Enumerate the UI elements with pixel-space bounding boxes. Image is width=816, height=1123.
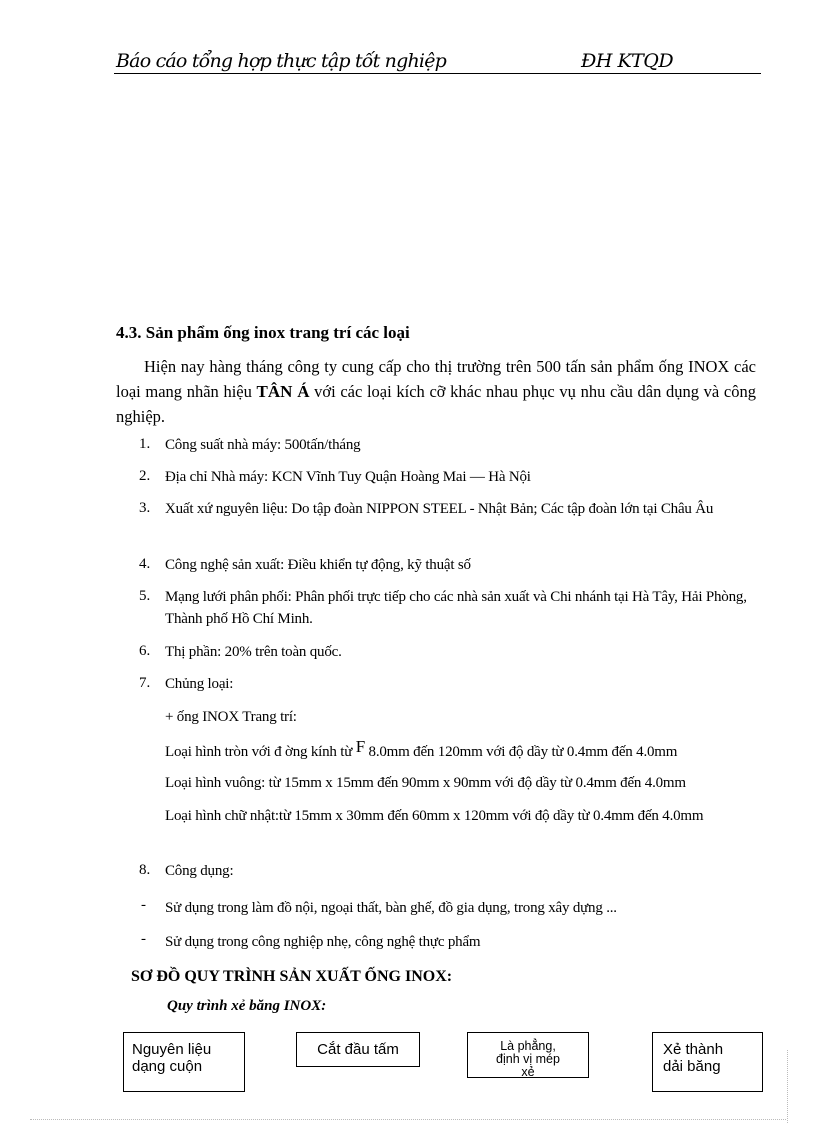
header-rule: [114, 73, 761, 74]
section-heading: 4.3. Sản phẩm ống inox trang trí các loại: [116, 323, 410, 342]
list-item-address: Địa chỉ Nhà máy: KCN Vĩnh Tuy Quận Hoàng Mai — Hà Nội: [165, 469, 531, 485]
spec-rectangle: Loại hình chữ nhật:từ 15mm x 30mm đến 60mm x 120mm với độ dầy từ 0.4mm đến 4.0mm: [165, 808, 704, 824]
list-number: 6.: [139, 643, 151, 659]
list-item-distribution: Mạng lưới phân phối: Phân phối trực tiếp cho các nhà sản xuất và Chi nhánh tại Hà Tây, Hải Phòng, Thành phố Hồ Chí Minh.: [165, 589, 747, 627]
process-box-label: xẻ: [521, 1065, 535, 1079]
process-box-label: Cắt đầu tấm: [317, 1041, 399, 1058]
header-school: ĐH KTQD: [581, 50, 674, 72]
process-box-label: định vị mép: [496, 1052, 560, 1066]
spec-round-end: 8.0mm đến 120mm với độ dầy từ 0.4mm đến 4.0mm: [364, 744, 678, 760]
process-box-cut-head: [296, 1032, 420, 1067]
process-box-slit: [652, 1032, 763, 1092]
intro-text-end: với các loại kích cỡ khác nhau phục vụ nhu cầu dân dụng và công nghiệp.: [116, 382, 756, 426]
list-number: 3.: [139, 500, 151, 516]
process-box-label: Nguyên liệu: [132, 1041, 212, 1058]
diameter-symbol: F: [355, 737, 365, 756]
spec-round-start: Loại hình tròn với đ ờng kính từ: [165, 744, 356, 760]
list-item-types: Chủng loại:: [165, 676, 234, 692]
intro-text-start: Hiện nay hàng tháng công ty cung cấp cho thị trường trên 500 tấn sản phẩm ống INOX các loại mang nhãn hiệu: [116, 357, 756, 401]
dash-mark: -: [141, 897, 146, 913]
process-box-raw-material: [123, 1032, 245, 1092]
process-box-label: Xẻ thành: [663, 1041, 724, 1058]
process-box-label: Là phẳng,: [500, 1039, 556, 1053]
list-item-capacity: Công suất nhà máy: 500tấn/tháng: [165, 437, 361, 453]
header-title: Báo cáo tổng hợp thực tập tốt nghiệp: [116, 50, 447, 72]
spec-round: [165, 737, 763, 763]
list-item-uses: Công dụng:: [165, 863, 234, 879]
spec-square: Loại hình vuông: từ 15mm x 15mm đến 90mm x 90mm với độ dầy từ 0.4mm đến 4.0mm: [165, 775, 686, 791]
list-item-origin: Xuất xứ nguyên liệu: Do tập đoàn NIPPON STEEL - Nhật Bản; Các tập đoàn lớn tại Châu Âu: [165, 501, 714, 517]
use-item-industry: Sử dụng trong công nghiệp nhẹ, công nghệ thực phẩm: [165, 934, 481, 950]
page-border-right: [787, 1050, 788, 1123]
brand-name: TÂN Á: [256, 382, 310, 401]
list-number: 1.: [139, 436, 151, 452]
list-number: 5.: [139, 588, 151, 604]
page-border-bottom: [30, 1119, 786, 1120]
list-number: 4.: [139, 556, 151, 572]
list-number: 2.: [139, 468, 151, 484]
process-box-flatten: [467, 1032, 589, 1078]
process-box-label: dạng cuộn: [132, 1058, 203, 1075]
dash-mark: -: [141, 931, 146, 947]
list-number: 7.: [139, 675, 151, 691]
intro-paragraph: [116, 354, 756, 429]
list-item-market-share: Thị phần: 20% trên toàn quốc.: [165, 644, 342, 660]
list-number: 8.: [139, 862, 151, 878]
diagram-title: SƠ ĐỒ QUY TRÌNH SẢN XUẤT ỐNG INOX:: [131, 968, 453, 985]
sub-heading-decor-tube: + ống INOX Trang trí:: [165, 709, 297, 725]
list-item-technology: Công nghệ sản xuất: Điều khiển tự động, kỹ thuật số: [165, 557, 471, 573]
process-box-label: dải băng: [663, 1058, 721, 1075]
diagram-subtitle: Quy trình xẻ băng INOX:: [167, 998, 327, 1014]
use-item-furniture: Sử dụng trong làm đồ nội, ngoại thất, bàn ghế, đồ gia dụng, trong xây dựng ...: [165, 900, 617, 916]
